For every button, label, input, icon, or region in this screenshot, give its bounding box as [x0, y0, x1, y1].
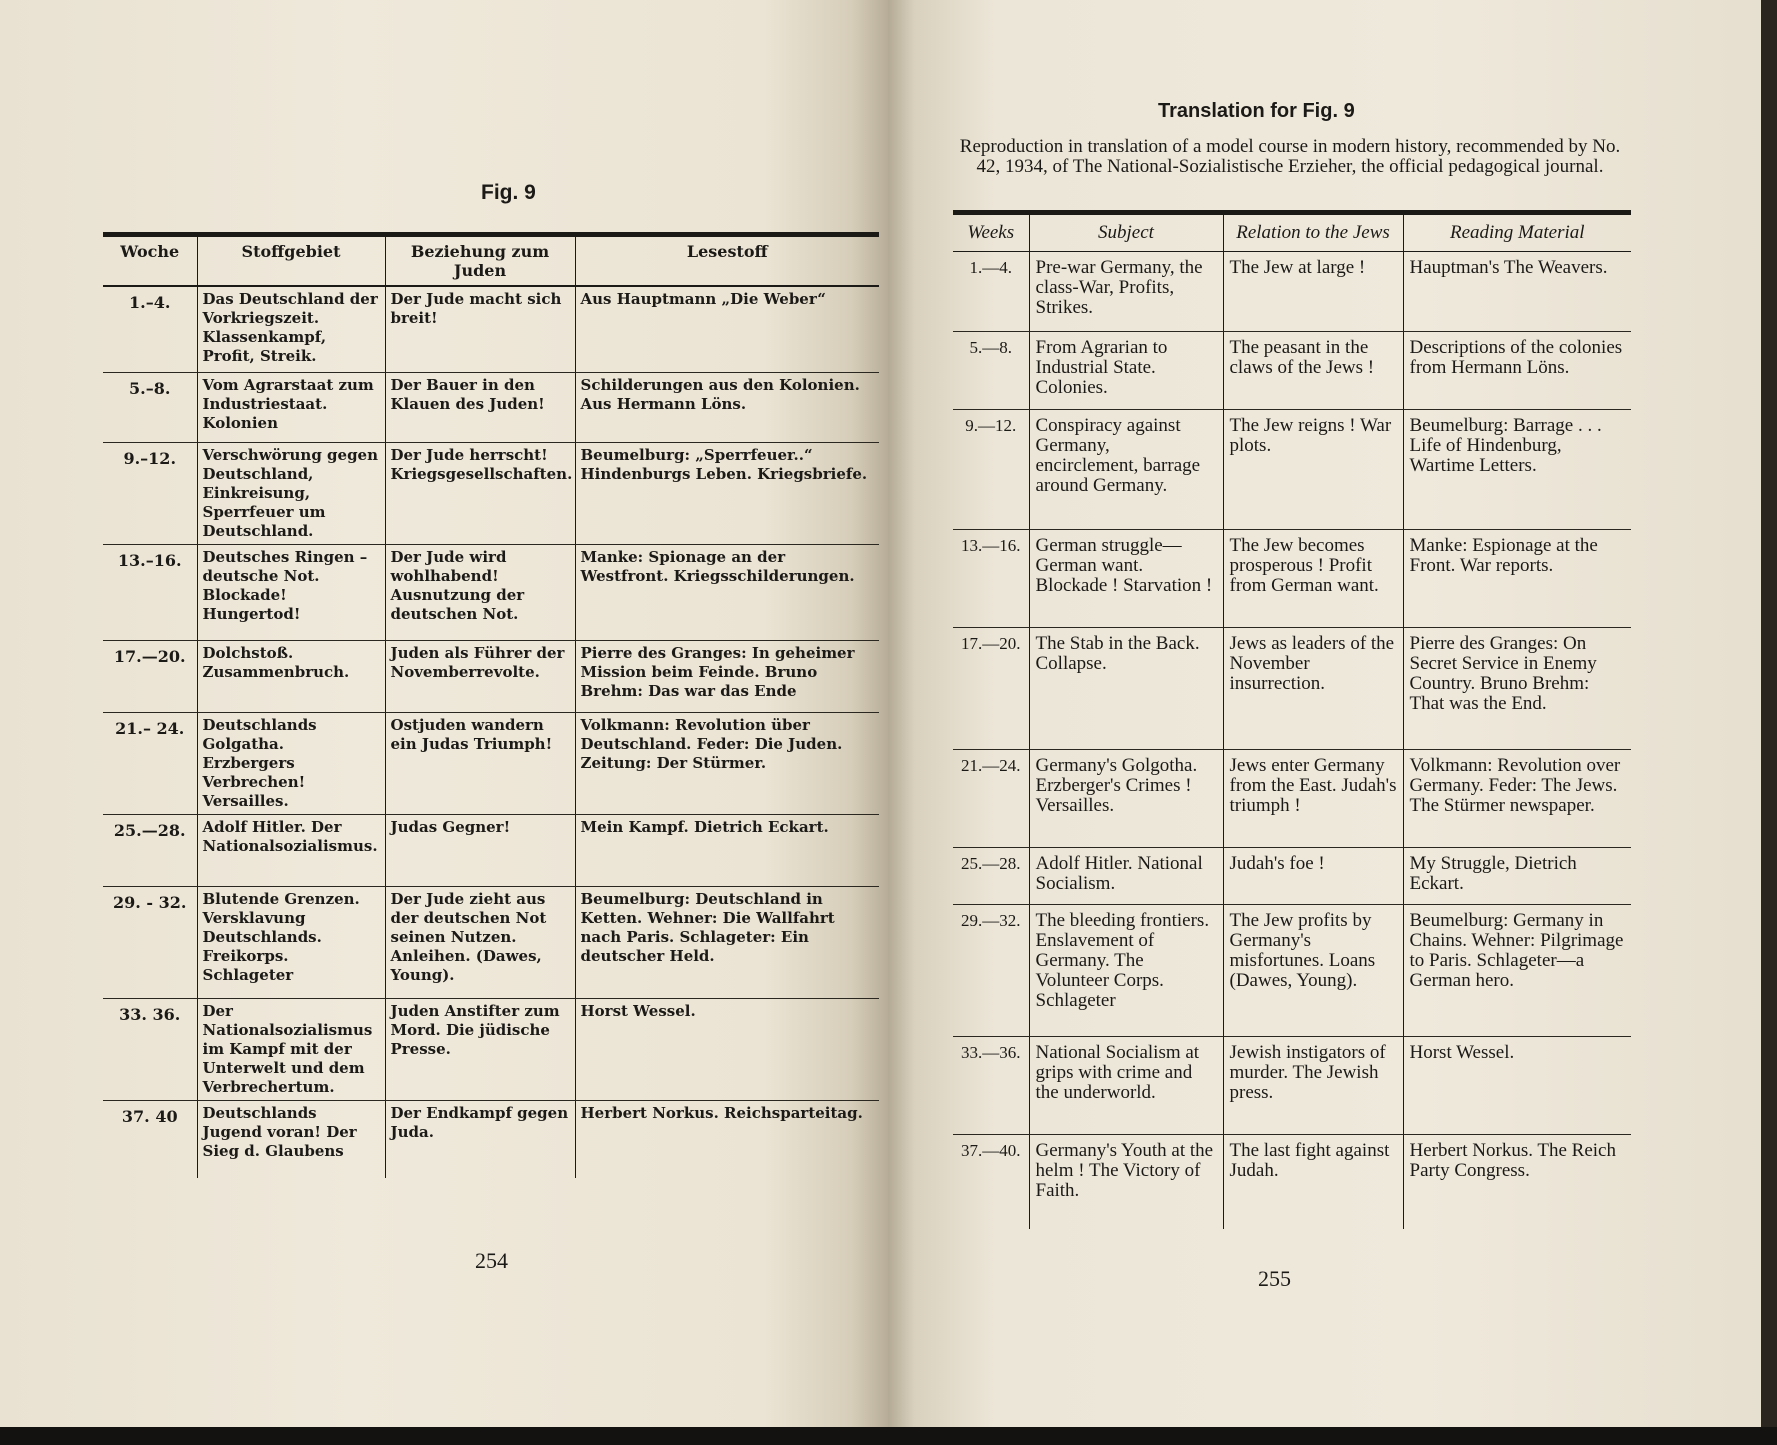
right-page-number: 255	[1258, 1266, 1291, 1291]
left-page	[0, 0, 888, 1445]
week-cell: 9.–12.	[103, 442, 197, 544]
table-row	[103, 286, 879, 372]
table-row	[103, 442, 879, 544]
table-row	[103, 998, 879, 1100]
right-figure-title: Translation for Fig. 9	[1158, 100, 1355, 122]
relation-cell: Der Endkampf gegen Juda.	[385, 1100, 575, 1178]
reading-cell: Descriptions of the colonies from Hermann Löns.	[1403, 332, 1631, 410]
header-stoffgebiet: Stoffgebiet	[197, 235, 385, 287]
week-cell: 13.—16.	[953, 530, 1029, 628]
reading-cell: Volkmann: Revolution over Germany. Feder: The Jews. The Stürmer newspaper.	[1403, 750, 1631, 848]
reading-cell: Beumelburg: Barrage . . . Life of Hindenburg, Wartime Letters.	[1403, 410, 1631, 530]
book-edge	[1761, 0, 1777, 1445]
subject-cell: Germany's Youth at the helm ! The Victory of Faith.	[1029, 1135, 1223, 1229]
week-cell: 21.– 24.	[103, 712, 197, 814]
table-row	[103, 712, 879, 814]
reading-cell: My Struggle, Dietrich Eckart.	[1403, 848, 1631, 905]
relation-cell: The last fight against Judah.	[1223, 1135, 1403, 1229]
table-row	[953, 905, 1631, 1037]
header-lesestoff: Lesestoff	[575, 235, 879, 287]
subject-cell: Conspiracy against Germany, encirclement, barrage around Germany.	[1029, 410, 1223, 530]
relation-cell: Judah's foe !	[1223, 848, 1403, 905]
relation-cell: The Jew reigns ! War plots.	[1223, 410, 1403, 530]
subject-cell: Blutende Grenzen. Versklavung Deutschlands. Freikorps. Schlageter	[197, 886, 385, 998]
reading-cell: Horst Wessel.	[575, 998, 879, 1100]
german-header-row	[103, 235, 879, 287]
reading-cell: Pierre des Granges: On Secret Service in Enemy Country. Bruno Brehm: That was the End.	[1403, 628, 1631, 750]
relation-cell: Der Jude zieht aus der deutschen Not seinen Nutzen. Anleihen. (Dawes, Young).	[385, 886, 575, 998]
week-cell: 25.—28.	[103, 814, 197, 886]
week-cell: 33.—36.	[953, 1037, 1029, 1135]
left-page-number: 254	[475, 1248, 508, 1273]
subject-cell: Das Deutschland der Vorkriegszeit. Klassenkampf, Profit, Streik.	[197, 286, 385, 372]
subject-cell: National Socialism at grips with crime and the underworld.	[1029, 1037, 1223, 1135]
table-row	[103, 886, 879, 998]
week-cell: 13.–16.	[103, 544, 197, 640]
header-woche: Woche	[103, 235, 197, 287]
subject-cell: Deutsches Ringen – deutsche Not. Blockade! Hungertod!	[197, 544, 385, 640]
header-beziehung: Beziehung zum Juden	[385, 235, 575, 287]
subject-cell: The bleeding frontiers. Enslavement of Germany. The Volunteer Corps. Schlageter	[1029, 905, 1223, 1037]
subject-cell: The Stab in the Back. Collapse.	[1029, 628, 1223, 750]
week-cell: 5.—8.	[953, 332, 1029, 410]
relation-cell: Jewish instigators of murder. The Jewish press.	[1223, 1037, 1403, 1135]
week-cell: 37.—40.	[961, 1141, 1021, 1160]
subject-cell: From Agrarian to Industrial State. Colonies.	[1029, 332, 1223, 410]
subject-cell: Deutschlands Jugend voran! Der Sieg d. Glaubens	[197, 1100, 385, 1178]
week-cell: 33. 36.	[103, 998, 197, 1100]
header-weeks: Weeks	[953, 213, 1029, 252]
subject-cell: Pre-war Germany, the class-War, Profits, Strikes.	[1029, 252, 1223, 332]
week-cell: 17.—20.	[953, 628, 1029, 750]
subject-cell: German struggle—German want. Blockade ! Starvation !	[1029, 530, 1223, 628]
table-row	[953, 530, 1631, 628]
week-cell: 17.—20.	[103, 640, 197, 712]
table-row	[103, 640, 879, 712]
table-row	[953, 848, 1631, 905]
relation-cell: Ostjuden wandern ein Judas Triumph!	[385, 712, 575, 814]
relation-cell: The Jew at large !	[1223, 252, 1403, 332]
table-row	[103, 544, 879, 640]
reading-cell: Volkmann: Revolution über Deutschland. Feder: Die Juden. Zeitung: Der Stürmer.	[575, 712, 879, 814]
table-row	[953, 252, 1631, 332]
reading-cell: Manke: Spionage an der Westfront. Kriegsschilderungen.	[575, 544, 879, 640]
reading-cell: Herbert Norkus. Reichsparteitag.	[575, 1100, 879, 1178]
relation-cell: The Jew becomes prosperous ! Profit from German want.	[1223, 530, 1403, 628]
reading-cell: Pierre des Granges: In geheimer Mission beim Feinde. Bruno Brehm: Das war das Ende	[575, 640, 879, 712]
table-row	[103, 372, 879, 442]
reading-cell: Schilderungen aus den Kolonien. Aus Hermann Löns.	[575, 372, 879, 442]
relation-cell: Der Bauer in den Klauen des Juden!	[385, 372, 575, 442]
left-figure-title: Fig. 9	[481, 181, 536, 204]
relation-cell: The peasant in the claws of the Jews !	[1223, 332, 1403, 410]
english-header-row	[953, 213, 1631, 252]
subject-cell: Germany's Golgotha. Erzberger's Crimes ! Versailles.	[1029, 750, 1223, 848]
relation-cell: Judas Gegner!	[385, 814, 575, 886]
subject-cell: Der Nationalsozialismus im Kampf mit der Unterwelt und dem Verbrechertum.	[197, 998, 385, 1100]
reading-cell: Beumelburg: Deutschland in Ketten. Wehner: Die Wallfahrt nach Paris. Schlageter: Ein deutscher Held.	[575, 886, 879, 998]
table-row	[103, 814, 879, 886]
scan-bottom-edge	[0, 1427, 1777, 1445]
reading-cell: Horst Wessel.	[1403, 1037, 1631, 1135]
english-course-table	[953, 210, 1631, 1229]
week-cell: 9.—12.	[953, 410, 1029, 530]
right-page	[888, 0, 1777, 1445]
reading-cell: Beumelburg: Germany in Chains. Wehner: Pilgrimage to Paris. Schlageter—a German hero.	[1403, 905, 1631, 1037]
german-course-table	[103, 232, 879, 1178]
table-caption: Reproduction in translation of a model course in modern history, recommended by No. 42, 1934, of The National-Sozialistische Erzieher, the official pedagogical journal.	[959, 136, 1621, 177]
table-row	[953, 410, 1631, 530]
header-subject: Subject	[1029, 213, 1223, 252]
table-row	[953, 1037, 1631, 1135]
table-row	[953, 628, 1631, 750]
reading-cell: Manke: Espionage at the Front. War reports.	[1403, 530, 1631, 628]
header-reading: Reading Material	[1403, 213, 1631, 252]
relation-cell: Juden Anstifter zum Mord. Die jüdische Presse.	[385, 998, 575, 1100]
week-cell: 25.—28.	[953, 848, 1029, 905]
relation-cell: Jews as leaders of the November insurrection.	[1223, 628, 1403, 750]
subject-cell: Vom Agrarstaat zum Industriestaat. Kolonien	[197, 372, 385, 442]
subject-cell: Deutschlands Golgatha. Erzbergers Verbrechen! Versailles.	[197, 712, 385, 814]
week-cell: 1.–4.	[103, 286, 197, 372]
relation-cell: The Jew profits by Germany's misfortunes. Loans (Dawes, Young).	[1223, 905, 1403, 1037]
relation-cell: Der Jude wird wohlhabend! Ausnutzung der deutschen Not.	[385, 544, 575, 640]
week-cell: 29.—32.	[953, 905, 1029, 1037]
relation-cell: Der Jude macht sich breit!	[385, 286, 575, 372]
week-cell: 1.—4.	[953, 252, 1029, 332]
reading-cell: Hauptman's The Weavers.	[1403, 252, 1631, 332]
table-row	[953, 750, 1631, 848]
relation-cell: Juden als Führer der Novemberrevolte.	[385, 640, 575, 712]
relation-cell: Jews enter Germany from the East. Judah's triumph !	[1223, 750, 1403, 848]
header-relation: Relation to the Jews	[1223, 213, 1403, 252]
subject-cell: Verschwörung gegen Deutschland, Einkreisung, Sperrfeuer um Deutschland.	[197, 442, 385, 544]
table-row	[953, 332, 1631, 410]
subject-cell: Adolf Hitler. Der Nationalsozialismus.	[197, 814, 385, 886]
subject-cell: Adolf Hitler. National Socialism.	[1029, 848, 1223, 905]
table-row	[103, 1100, 879, 1178]
reading-cell: Aus Hauptmann „Die Weber“	[575, 286, 879, 372]
reading-cell: Beumelburg: „Sperrfeuer..“ Hindenburgs Leben. Kriegsbriefe.	[575, 442, 879, 544]
table-row	[953, 1135, 1631, 1229]
week-cell: 21.—24.	[953, 750, 1029, 848]
reading-cell: Mein Kampf. Dietrich Eckart.	[575, 814, 879, 886]
week-cell: 5.–8.	[103, 372, 197, 442]
reading-cell: Herbert Norkus. The Reich Party Congress.	[1403, 1135, 1631, 1229]
week-cell: 37. 40	[121, 1106, 178, 1126]
relation-cell: Der Jude herrscht! Kriegsgesellschaften.	[385, 442, 575, 544]
week-cell: 29. - 32.	[103, 886, 197, 998]
subject-cell: Dolchstoß. Zusammenbruch.	[197, 640, 385, 712]
